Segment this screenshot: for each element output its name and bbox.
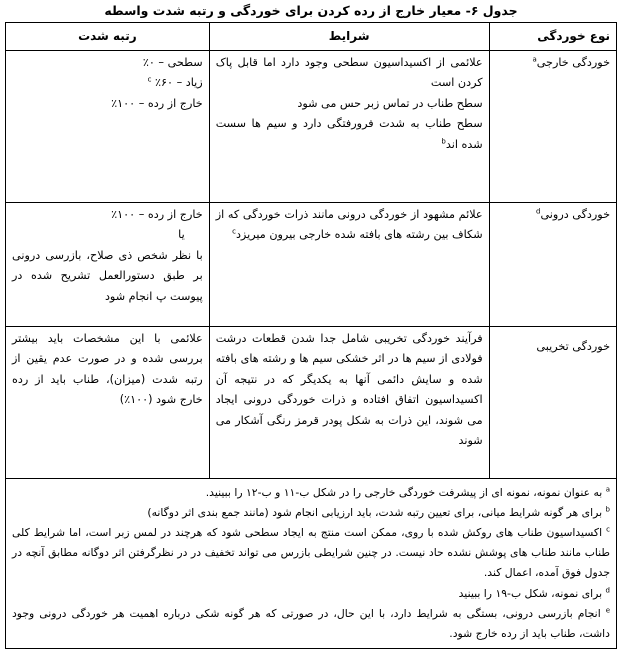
footnote-c-mark: c [606, 525, 610, 534]
row1-condition-3: سطح طناب به شدت فرورفتگی دارد و سیم ها سست شده اند [215, 117, 483, 151]
row2-severity-1: خارج از رده – ۱۰۰٪ [111, 207, 203, 221]
header-conditions: شرایط [209, 23, 489, 51]
row2-conditions-sup: c [232, 227, 236, 236]
header-severity: رتبه شدت [6, 23, 210, 51]
footnote-e-text: انجام بازرسی درونی، بستگی به شرایط دارد، با این حال، در صورتی که هر گونه شکی درباره اهمیت هر خوردگی درونی وجود داشت، طناب باید از رده خارج شود. [12, 606, 610, 640]
corrosion-criteria-table [5, 22, 617, 649]
table-row [6, 202, 617, 326]
footnote-c-text: اکسیداسیون طناب های روکش شده با روی، ممکن است منتج به ایجاد سطحی شود که هرچند در لمس زبر است، اما شرایط کلی طناب مانند طناب های پوشش نشده حاد نیست. در چنین شرایطی بازرس می تواند تخفیف در در نظرگرفتن اثر دوگانه مطابق آنچه در جدول فوق آمده، اعمال کند. [12, 525, 610, 580]
row1-severity-3: خارج از رده – ۱۰۰٪ [111, 96, 203, 110]
footnote-a-text: به عنوان نمونه، نمونه ای از پیشرفت خوردگی خارجی را در شکل ب-۱۱ و ب-۱۲ را ببینید. [205, 485, 603, 499]
footnotes-row [6, 478, 617, 649]
table-row [6, 326, 617, 478]
row3-severity-cell [6, 326, 210, 478]
row3-severity: علائمی با این مشخصات باید بیشتر بررسی شده و در صورت عدم یقین از رتبه شدت (میزان)، طناب باید از رده خارج شود (۱۰۰٪) [12, 331, 203, 406]
footnote-c [12, 523, 610, 584]
header-row [6, 23, 617, 51]
row1-type-sup: a [532, 54, 537, 63]
footnote-b-text: برای هر گونه شرایط میانی، برای تعیین رتبه شدت، باید ارزیابی انجام شود (مانند جمع بندی اثر دوگانه) [147, 505, 603, 519]
table-title: جدول ۶- معیار خارج از رده کردن برای خوردگی و رتبه شدت واسطه [104, 3, 518, 18]
row1-severity-cell [6, 50, 210, 202]
row1-condition-sup: b [441, 136, 446, 145]
row3-type-cell [489, 326, 616, 478]
row1-severity-2: زیاد – ۶۰٪ [155, 76, 203, 89]
row1-condition-2: سطح طناب در تماس زبر حس می شود [297, 96, 483, 110]
footnote-b [12, 503, 610, 523]
row1-type: خوردگی خارجی [536, 55, 610, 69]
row1-type-cell [489, 50, 616, 202]
row2-type-cell [489, 202, 616, 326]
row2-type-sup: d [536, 206, 541, 215]
footnote-d [12, 584, 610, 604]
row2-severity-2: یا [178, 228, 185, 241]
row1-severity-1: سطحی – ۰٪ [142, 55, 203, 69]
row1-conditions-cell [209, 50, 489, 202]
row1-condition-1: علائمی از اکسیداسیون سطحی وجود دارد اما قابل پاک کردن است [215, 55, 483, 89]
row3-conditions: فرآیند خوردگی تخریبی شامل جدا شدن قطعات درشت فولادی از سیم ها در اثر خشکی سیم ها و رشته های بافته شده و سایش دائمی آنها به یکدیگر که در نتیجه آن اکسیداسیون اتفاق افتاده و ذرات خوردگی درونی ایجاد می شوند، این ذرات به شکل پودر قرمز رنگی آشکار می شوند [215, 331, 483, 447]
footnote-a [12, 483, 610, 503]
header-type: نوع خوردگی [489, 23, 616, 51]
row1-severity-sup: c [147, 75, 152, 84]
row3-type: خوردگی تخریبی [536, 339, 610, 353]
footnotes-cell [6, 478, 617, 649]
footnote-d-text: برای نمونه، شکل ب-۱۹ را ببینید [458, 586, 603, 600]
row3-conditions-cell [209, 326, 489, 478]
row2-severity-3: با نظر شخص ذی صلاح، بازرسی درونی بر طبق دستورالعمل تشریح شده در پیوست پ انجام شود [12, 248, 203, 303]
row2-conditions-cell [209, 202, 489, 326]
footnote-e [12, 604, 610, 644]
footnote-d-mark: d [605, 585, 610, 594]
footnote-b-mark: b [605, 505, 610, 514]
row2-severity-cell [6, 202, 210, 326]
row2-conditions: علائم مشهود از خوردگی درونی مانند ذرات خوردگی که از شکاف بین رشته های بافته شده خارجی بیرون میریزد [215, 207, 483, 241]
footnote-a-mark: a [605, 484, 610, 493]
footnote-e-mark: e [605, 606, 610, 615]
row2-type: خوردگی درونی [540, 207, 610, 221]
table-row [6, 50, 617, 202]
